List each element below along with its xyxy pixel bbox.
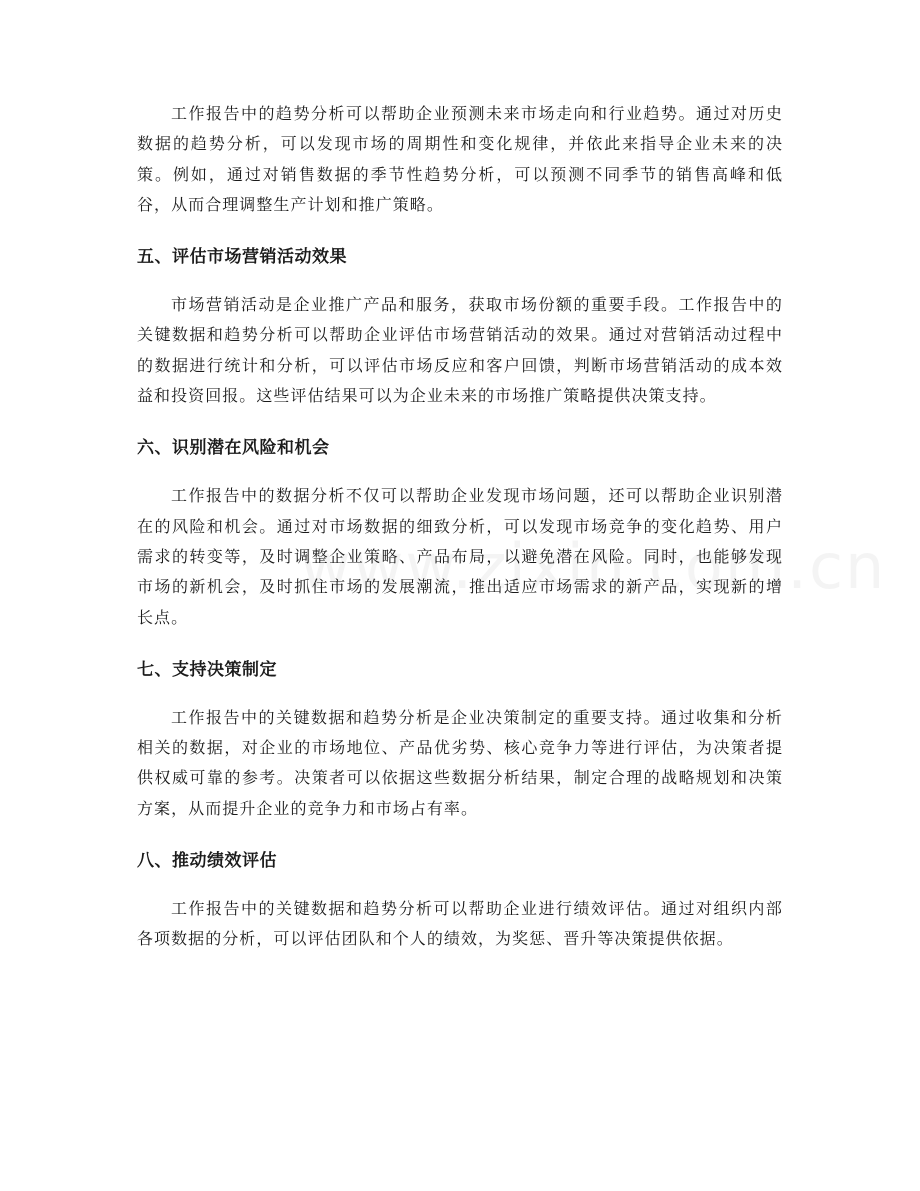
paragraph-section-7: 工作报告中的关键数据和趋势分析是企业决策制定的重要支持。通过收集和分析相关的数据，对企业的市场地位、产品优劣势、核心竞争力等进行评估，为决策者提供权威可靠的参考。决策者可以依据这些数据分析结果，制定合理的战略规划和决策方案，从而提升企业的竞争力和市场占有率。 [137,707,783,818]
paragraph-section-5: 市场营销活动是企业推广产品和服务，获取市场份额的重要手段。工作报告中的关键数据和趋势分析可以帮助企业评估市场营销活动的效果。通过对营销活动过程中的数据进行统计和分析，可以评估市场反应和客户回馈，判断市场营销活动的成本效益和投资回报。这些评估结果可以为企业未来的市场推广策略提供决策支持。 [137,295,783,406]
heading-section-8: 八、推动绩效评估 [137,851,277,872]
paragraph-section-6: 工作报告中的数据分析不仅可以帮助企业发现市场问题，还可以帮助企业识别潜在的风险和机会。通过对市场数据的细致分析，可以发现市场竞争的变化趋势、用户需求的转变等，及时调整企业策略、产品布局，以避免潜在风险。同时，也能够发现市场的新机会，及时抓住市场的发展潮流，推出适应市场需求的新产品，实现新的增长点。 [137,486,783,627]
heading-section-6: 六、识别潜在风险和机会 [137,438,330,459]
heading-section-5: 五、评估市场营销活动效果 [137,247,347,268]
document-page [137,99,783,955]
paragraph-intro: 工作报告中的趋势分析可以帮助企业预测未来市场走向和行业趋势。通过对历史数据的趋势分析，可以发现市场的周期性和变化规律，并依此来指导企业未来的决策。例如，通过对销售数据的季节性趋势分析，可以预测不同季节的销售高峰和低谷，从而合理调整生产计划和推广策略。 [137,104,783,214]
paragraph-section-8: 工作报告中的关键数据和趋势分析可以帮助企业进行绩效评估。通过对组织内部各项数据的分析，可以评估团队和个人的绩效，为奖惩、晋升等决策提供依据。 [137,899,783,949]
heading-section-7: 七、支持决策制定 [137,659,277,680]
